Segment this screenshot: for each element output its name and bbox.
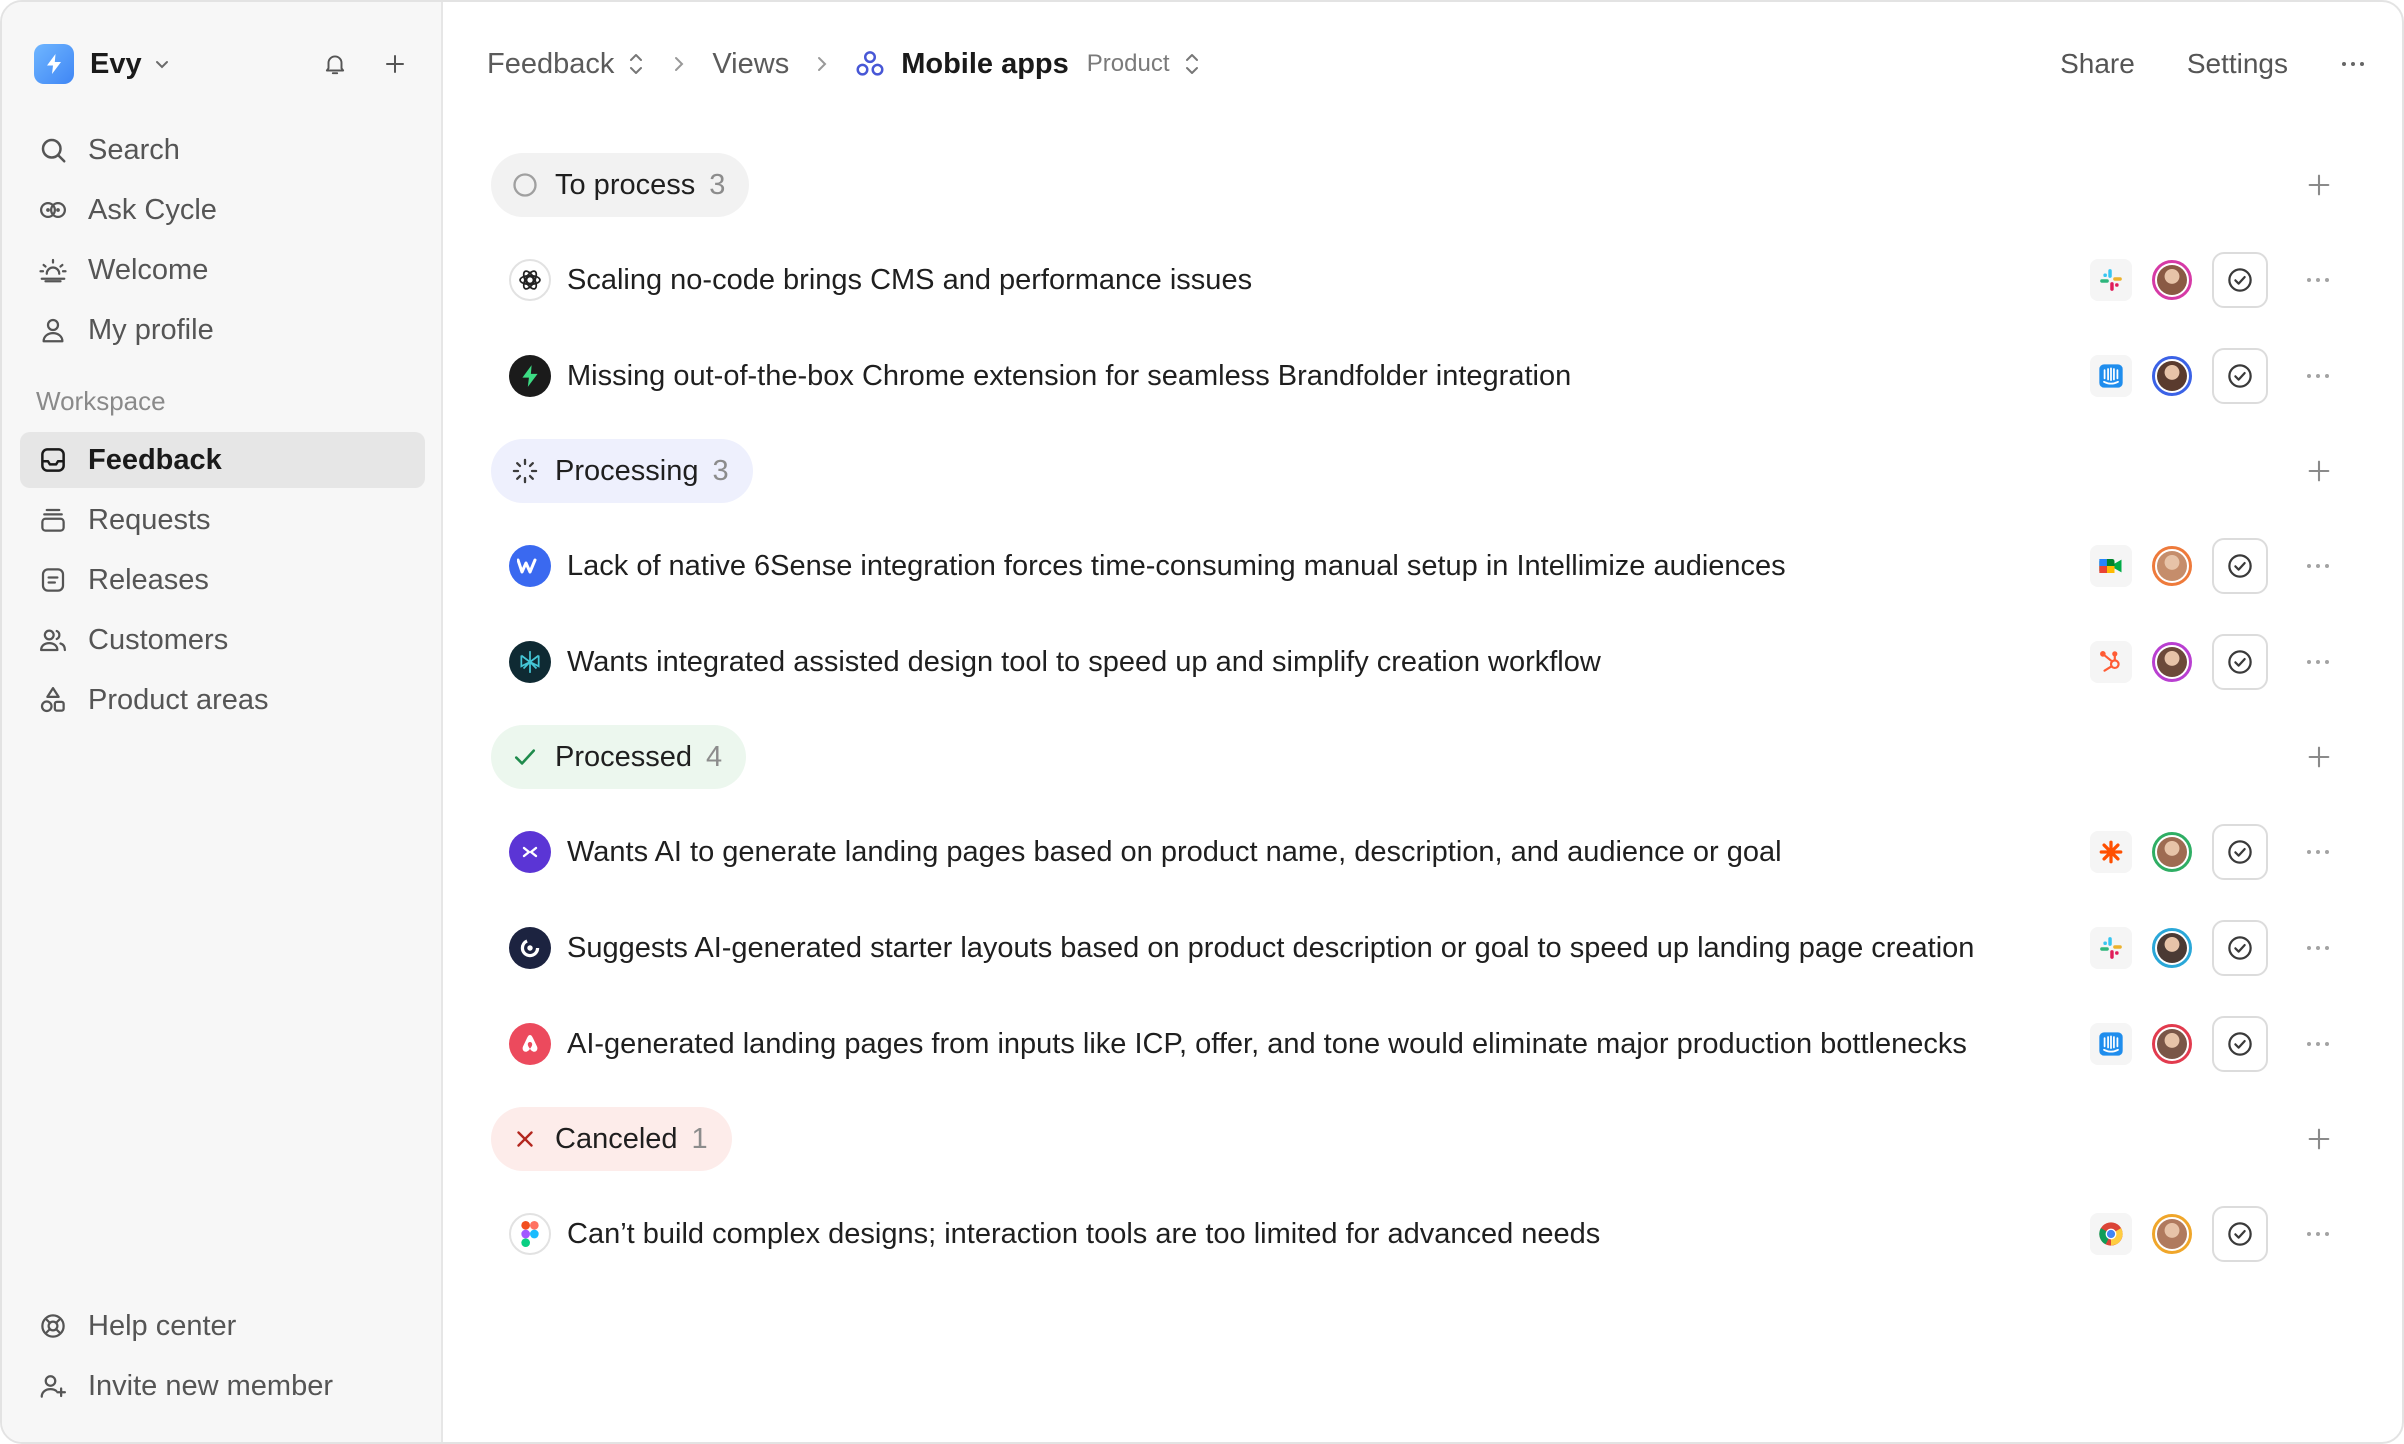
mark-processed-button[interactable] bbox=[2212, 1206, 2268, 1262]
nav-product-areas[interactable] bbox=[20, 672, 425, 728]
stack-icon bbox=[36, 503, 70, 537]
avatar[interactable] bbox=[2152, 260, 2192, 300]
breadcrumb-label: Feedback bbox=[487, 47, 615, 80]
feedback-title: AI-generated landing pages from inputs like ICP, offer, and tone would eliminate major production bottlenecks bbox=[567, 1027, 1967, 1060]
status-pill[interactable] bbox=[491, 725, 746, 789]
add-icon[interactable] bbox=[2302, 454, 2336, 488]
status-todo-icon bbox=[509, 169, 541, 201]
chevron-right-icon bbox=[815, 54, 829, 74]
shapes-icon bbox=[36, 683, 70, 717]
feedback-item[interactable] bbox=[491, 518, 2356, 614]
avatar[interactable] bbox=[2152, 832, 2192, 872]
feedback-title: Can’t build complex designs; interaction tools are too limited for advanced needs bbox=[567, 1217, 1601, 1250]
group-label: Processing bbox=[555, 454, 699, 487]
chevron-up-down-icon bbox=[1182, 51, 1202, 77]
nav-ask-cycle[interactable] bbox=[20, 182, 425, 238]
nav-label: My profile bbox=[88, 313, 214, 346]
status-canc-icon bbox=[509, 1123, 541, 1155]
nav-help-center[interactable] bbox=[20, 1298, 425, 1354]
feedback-item[interactable] bbox=[491, 328, 2356, 424]
product-area-icon bbox=[855, 49, 885, 79]
feedback-item[interactable] bbox=[491, 232, 2356, 328]
feedback-item[interactable] bbox=[491, 804, 2356, 900]
more-icon[interactable] bbox=[2298, 1214, 2338, 1254]
workspace-name[interactable]: Evy bbox=[90, 47, 142, 80]
group-count: 1 bbox=[691, 1122, 708, 1155]
sunrise-icon bbox=[36, 253, 70, 287]
add-icon[interactable] bbox=[379, 48, 411, 80]
avatar[interactable] bbox=[2152, 1024, 2192, 1064]
avatar[interactable] bbox=[2152, 1214, 2192, 1254]
zapier-icon bbox=[2090, 831, 2132, 873]
nav-welcome[interactable] bbox=[20, 242, 425, 298]
check-circle-icon bbox=[2225, 361, 2255, 391]
workspace-header bbox=[34, 42, 411, 86]
sidebar-footer bbox=[20, 1298, 425, 1418]
more-icon[interactable] bbox=[2298, 1024, 2338, 1064]
webflow-icon bbox=[509, 545, 551, 587]
check-circle-icon bbox=[2225, 265, 2255, 295]
avatar[interactable] bbox=[2152, 928, 2192, 968]
nav-search[interactable] bbox=[20, 122, 425, 178]
linear-icon bbox=[509, 831, 551, 873]
feedback-item[interactable] bbox=[491, 1186, 2356, 1282]
search-icon bbox=[36, 133, 70, 167]
bolt-icon bbox=[509, 355, 551, 397]
nav-label: Feedback bbox=[88, 443, 222, 476]
group-header bbox=[491, 424, 2356, 518]
check-circle-icon bbox=[2225, 1029, 2255, 1059]
group-count: 3 bbox=[709, 168, 726, 201]
nav-releases[interactable] bbox=[20, 552, 425, 608]
group-count: 3 bbox=[712, 454, 729, 487]
nav-label: Ask Cycle bbox=[88, 193, 217, 226]
chevron-right-icon bbox=[672, 54, 686, 74]
figma-icon bbox=[509, 1213, 551, 1255]
status-pill[interactable] bbox=[491, 1107, 732, 1171]
more-icon[interactable] bbox=[2298, 546, 2338, 586]
perplexity-icon bbox=[509, 641, 551, 683]
group-header bbox=[491, 1092, 2356, 1186]
feedback-title: Wants integrated assisted design tool to speed up and simplify creation workflow bbox=[567, 645, 1601, 678]
status-pill[interactable] bbox=[491, 153, 749, 217]
feedback-title: Wants AI to generate landing pages based on product name, description, and audience or goal bbox=[567, 835, 1782, 868]
nav-label: Invite new member bbox=[88, 1369, 333, 1402]
avatar[interactable] bbox=[2152, 642, 2192, 682]
chevron-down-icon[interactable] bbox=[152, 54, 172, 74]
section-label-workspace: Workspace bbox=[36, 385, 166, 416]
check-circle-icon bbox=[2225, 837, 2255, 867]
feedback-item[interactable] bbox=[491, 614, 2356, 710]
clerk-icon bbox=[509, 927, 551, 969]
nav-label: Customers bbox=[88, 623, 229, 656]
add-icon[interactable] bbox=[2302, 168, 2336, 202]
mark-processed-button[interactable] bbox=[2212, 252, 2268, 308]
group-label: Processed bbox=[555, 740, 693, 773]
lifebuoy-icon bbox=[36, 1309, 70, 1343]
more-icon[interactable] bbox=[2340, 60, 2366, 68]
breadcrumb-views[interactable] bbox=[712, 48, 789, 81]
feedback-title: Suggests AI-generated starter layouts based on product description or goal to speed up landing page creation bbox=[567, 931, 1975, 964]
user-plus-icon bbox=[36, 1369, 70, 1403]
more-icon[interactable] bbox=[2298, 832, 2338, 872]
nav-requests[interactable] bbox=[20, 492, 425, 548]
check-circle-icon bbox=[2225, 551, 2255, 581]
mark-processed-button[interactable] bbox=[2212, 634, 2268, 690]
breadcrumb-label: Mobile apps bbox=[901, 47, 1069, 80]
feedback-title: Missing out-of-the-box Chrome extension for seamless Brandfolder integration bbox=[567, 359, 1572, 392]
status-done-icon bbox=[509, 741, 541, 773]
group-header bbox=[491, 710, 2356, 804]
nav-feedback[interactable] bbox=[20, 432, 425, 488]
chrome-icon bbox=[2090, 1213, 2132, 1255]
ask-cycle-icon bbox=[36, 193, 70, 227]
add-icon[interactable] bbox=[2302, 1122, 2336, 1156]
nav-label: Product areas bbox=[88, 683, 269, 716]
bell-icon[interactable] bbox=[319, 48, 351, 80]
nav-label: Releases bbox=[88, 563, 209, 596]
status-proc-icon bbox=[509, 455, 541, 487]
mark-processed-button[interactable] bbox=[2212, 538, 2268, 594]
breadcrumb-mobile-apps[interactable] bbox=[855, 48, 1201, 81]
nav-label: Help center bbox=[88, 1309, 237, 1342]
slack-icon bbox=[2090, 927, 2132, 969]
top-nav bbox=[20, 122, 425, 732]
nav-my-profile[interactable] bbox=[20, 302, 425, 358]
mark-processed-button[interactable] bbox=[2212, 348, 2268, 404]
group-label: Canceled bbox=[555, 1122, 678, 1155]
check-circle-icon bbox=[2225, 933, 2255, 963]
meet-icon bbox=[2090, 545, 2132, 587]
nav-label: Requests bbox=[88, 503, 211, 536]
nav-customers[interactable] bbox=[20, 612, 425, 668]
more-icon[interactable] bbox=[2298, 642, 2338, 682]
intercom-icon bbox=[2090, 355, 2132, 397]
avatar[interactable] bbox=[2152, 356, 2192, 396]
chevron-up-down-icon bbox=[626, 51, 646, 77]
group-count: 4 bbox=[706, 740, 723, 773]
feedback-item[interactable] bbox=[491, 900, 2356, 996]
check-circle-icon bbox=[2225, 1219, 2255, 1249]
slack-icon bbox=[2090, 259, 2132, 301]
users-icon bbox=[36, 623, 70, 657]
feedback-list bbox=[445, 126, 2402, 1442]
mark-processed-button[interactable] bbox=[2212, 824, 2268, 880]
release-icon bbox=[36, 563, 70, 597]
header bbox=[445, 2, 2402, 126]
nav-invite-member[interactable] bbox=[20, 1358, 425, 1414]
feedback-title: Lack of native 6Sense integration forces time-consuming manual setup in Intellimize audiences bbox=[567, 549, 1786, 582]
status-pill[interactable] bbox=[491, 439, 753, 503]
add-icon[interactable] bbox=[2302, 740, 2336, 774]
breadcrumb-type: Product bbox=[1086, 50, 1170, 77]
more-icon[interactable] bbox=[2298, 928, 2338, 968]
airbnb-icon bbox=[509, 1023, 551, 1065]
mark-processed-button[interactable] bbox=[2212, 1016, 2268, 1072]
nav-label: Welcome bbox=[88, 253, 209, 286]
workspace-logo-icon[interactable] bbox=[34, 44, 74, 84]
user-icon bbox=[36, 313, 70, 347]
nav-label: Search bbox=[88, 133, 180, 166]
openai-icon bbox=[509, 259, 551, 301]
more-icon[interactable] bbox=[2298, 260, 2338, 300]
sidebar bbox=[2, 2, 443, 1442]
hubspot-icon bbox=[2090, 641, 2132, 683]
mark-processed-button[interactable] bbox=[2212, 920, 2268, 976]
avatar[interactable] bbox=[2152, 546, 2192, 586]
feedback-title: Scaling no-code brings CMS and performance issues bbox=[567, 263, 1253, 296]
group-header bbox=[491, 138, 2356, 232]
breadcrumb-feedback[interactable] bbox=[487, 48, 646, 81]
breadcrumb-label: Views bbox=[712, 47, 790, 80]
share-button[interactable]: Share bbox=[2060, 48, 2135, 79]
check-circle-icon bbox=[2225, 647, 2255, 677]
intercom-icon bbox=[2090, 1023, 2132, 1065]
more-icon[interactable] bbox=[2298, 356, 2338, 396]
group-label: To process bbox=[555, 168, 696, 201]
settings-button[interactable]: Settings bbox=[2186, 48, 2288, 79]
inbox-icon bbox=[36, 443, 70, 477]
feedback-item[interactable] bbox=[491, 996, 2356, 1092]
